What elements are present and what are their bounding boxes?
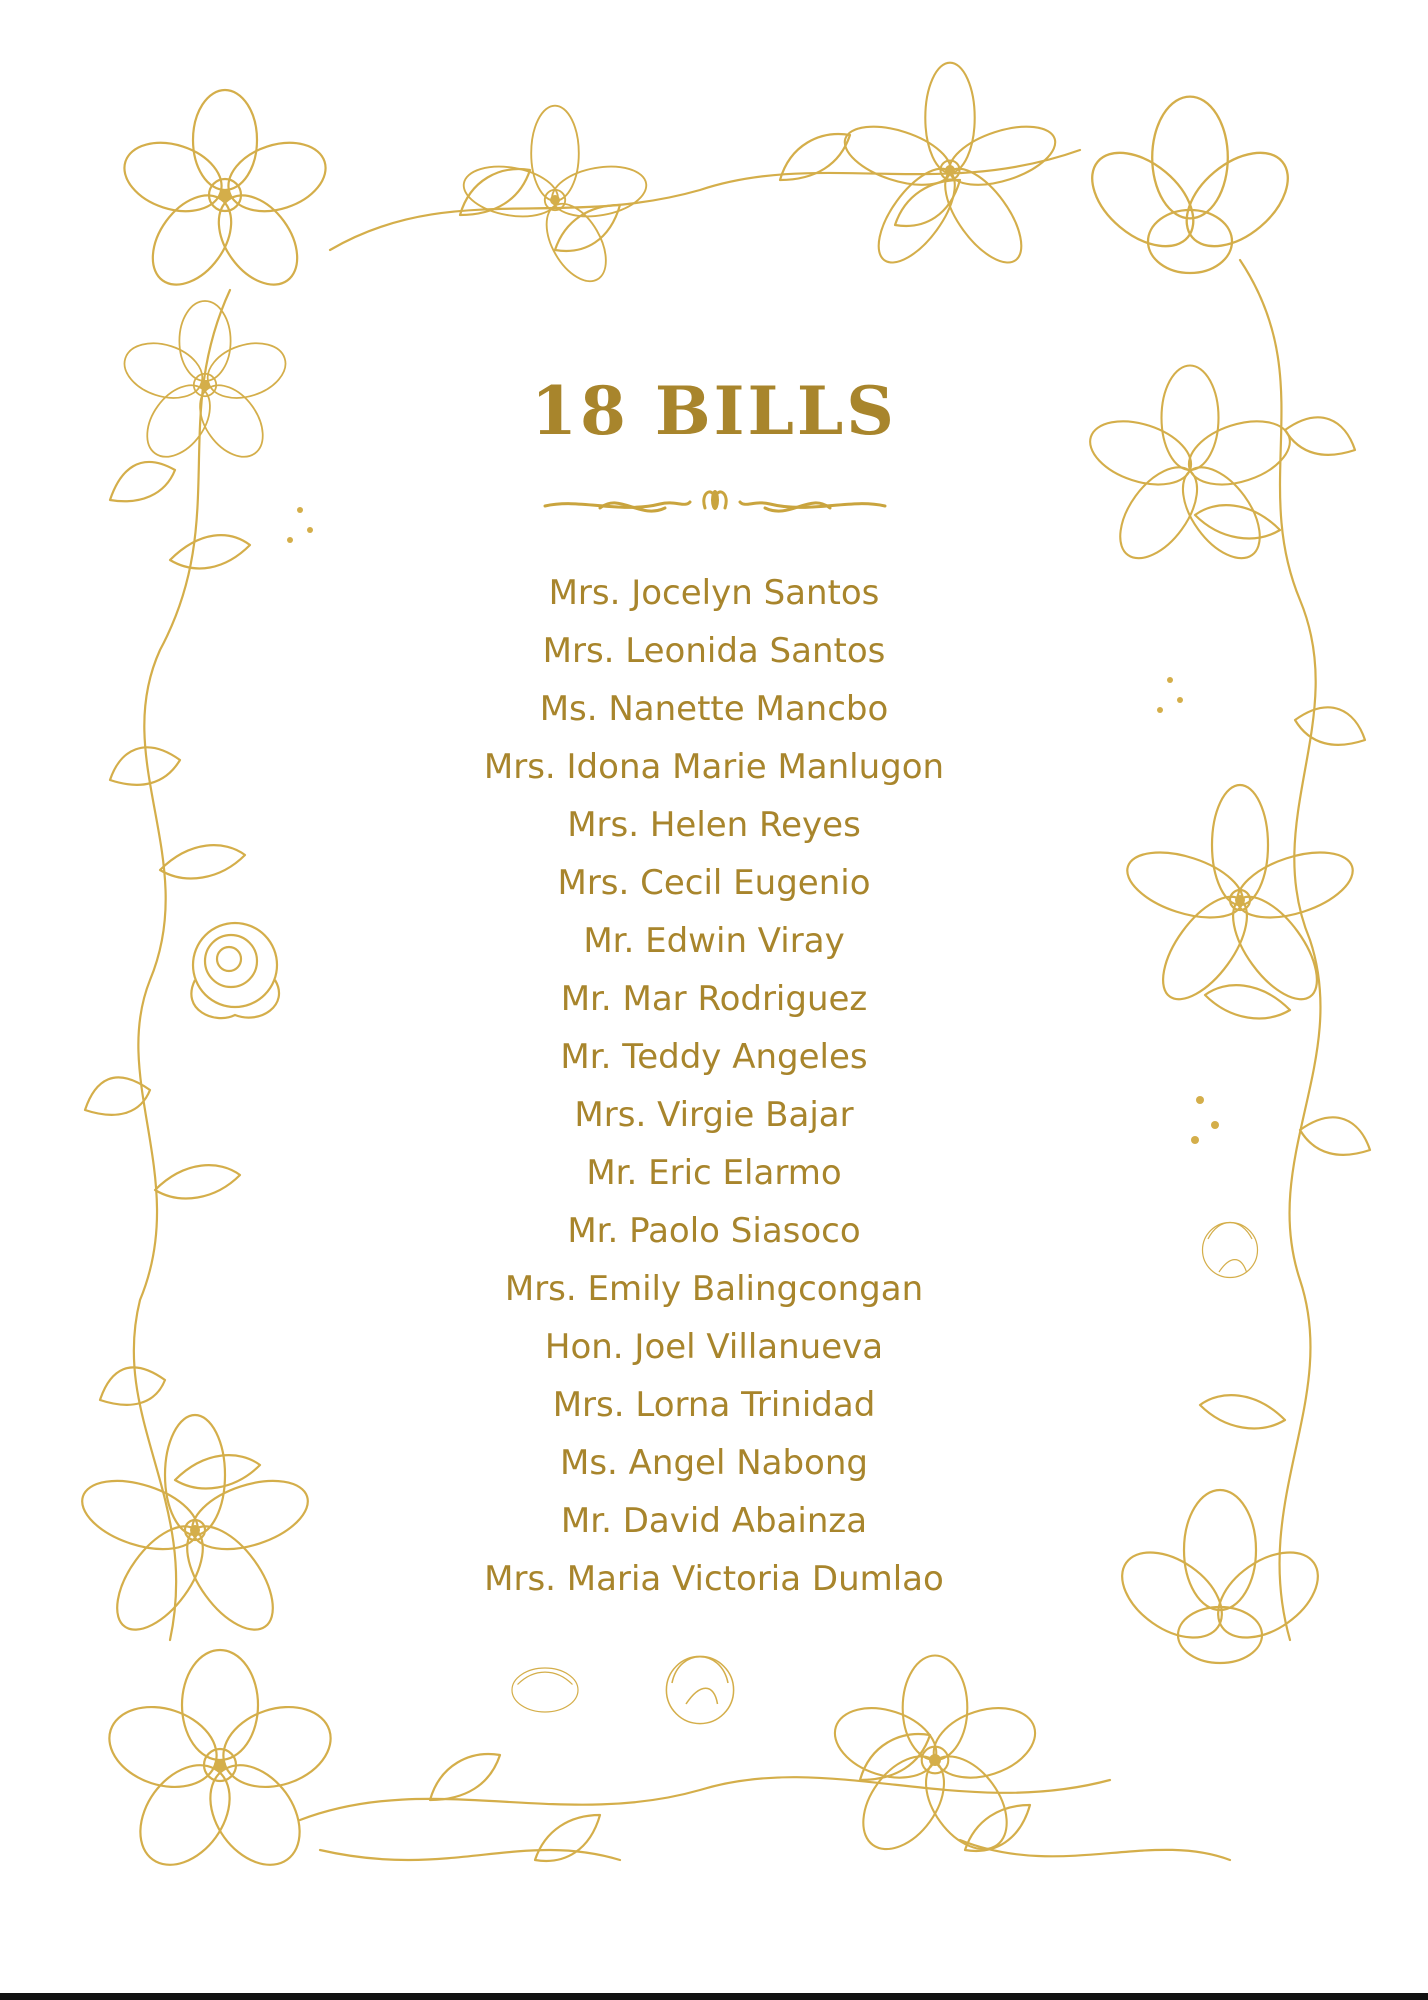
- name-item: Mr. Mar Rodriguez: [560, 979, 868, 1019]
- name-item: Mr. Eric Elarmo: [586, 1153, 842, 1193]
- name-item: Mrs. Idona Marie Manlugon: [483, 747, 945, 787]
- name-item: Mrs. Emily Balingcongan: [504, 1269, 924, 1309]
- name-item: Mrs. Cecil Eugenio: [557, 863, 871, 903]
- name-item: Mr. Teddy Angeles: [560, 1037, 868, 1077]
- vine-bottom: [300, 1777, 1110, 1820]
- name-item: Mrs. Leonida Santos: [542, 631, 886, 671]
- name-item: Mrs. Lorna Trinidad: [552, 1385, 876, 1425]
- name-item: Mr. Edwin Viray: [583, 921, 845, 961]
- name-item: Hon. Joel Villanueva: [544, 1327, 884, 1367]
- scroll-divider-ornament: [540, 478, 890, 528]
- page-title: 18 BILLS: [531, 372, 897, 450]
- name-item: Ms. Angel Nabong: [559, 1443, 868, 1483]
- name-item: Ms. Nanette Mancbo: [539, 689, 889, 729]
- name-item: Mrs. Helen Reyes: [567, 805, 861, 845]
- bottom-edge-line: [0, 1993, 1428, 2000]
- name-item: Mrs. Virgie Bajar: [574, 1095, 854, 1135]
- name-item: Mrs. Jocelyn Santos: [548, 573, 880, 613]
- name-item: Mr. Paolo Siasoco: [567, 1211, 861, 1251]
- name-list: [0, 568, 1428, 1612]
- name-item: Mr. David Abainza: [560, 1501, 868, 1541]
- name-item: Mrs. Maria Victoria Dumlao: [484, 1559, 944, 1599]
